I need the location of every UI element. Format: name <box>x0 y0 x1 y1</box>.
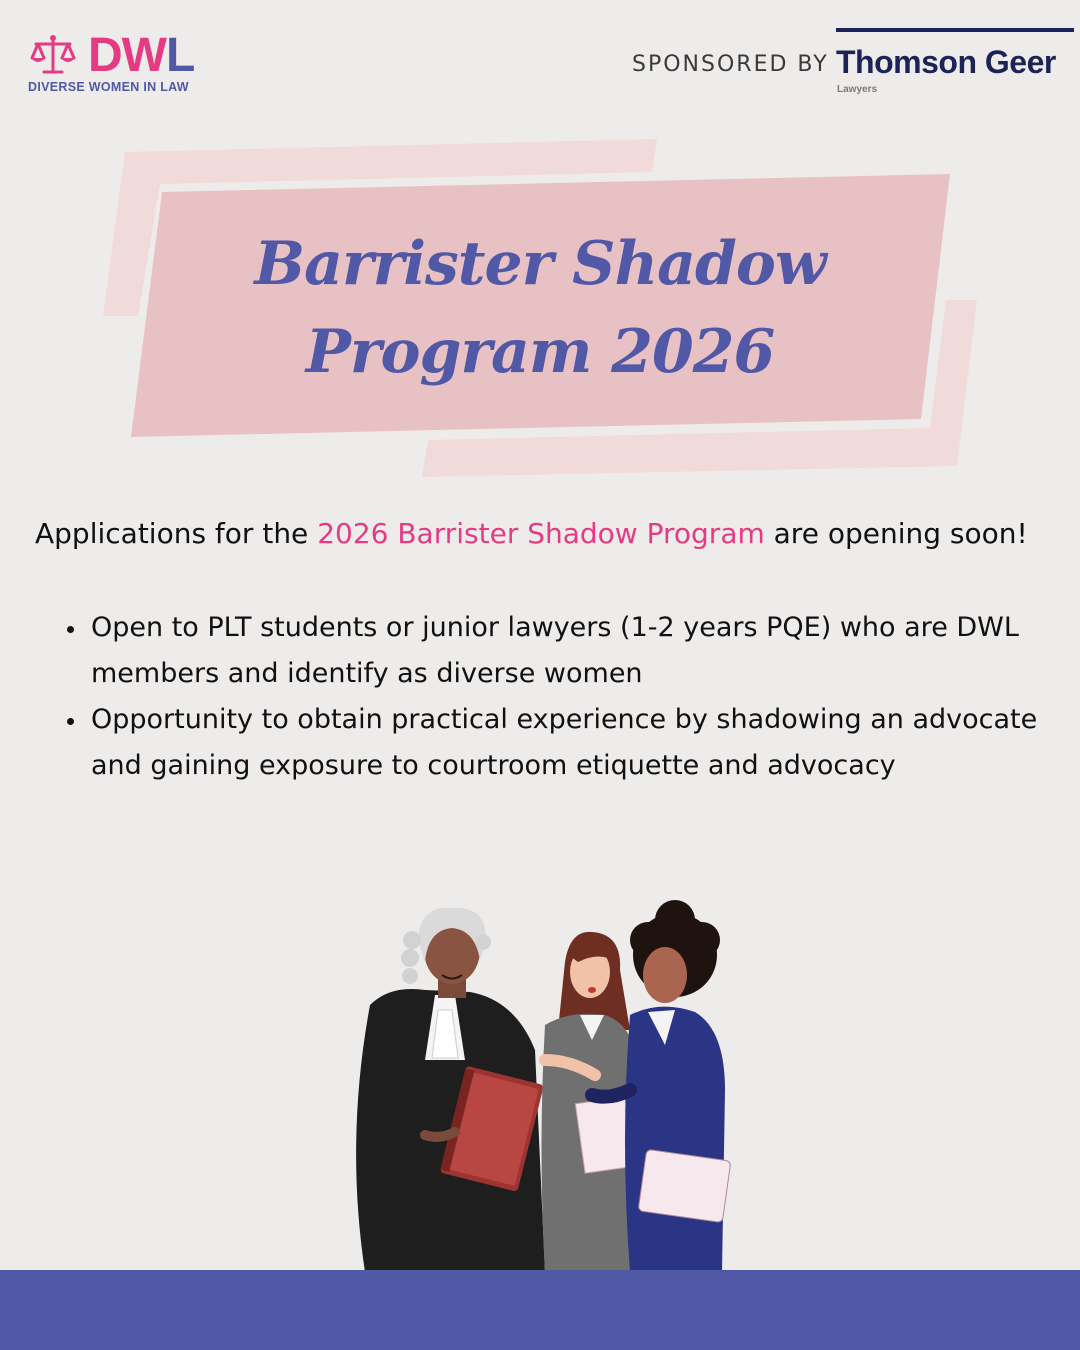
bullet-item-eligibility: Open to PLT students or junior lawyers (1-2 years PQE) who are DWL members and identify as diverse women <box>91 605 1051 697</box>
sponsor-subtitle: Lawyers <box>837 84 878 95</box>
page-title <box>140 220 940 396</box>
title-line-1: Barrister Shadow <box>254 229 826 299</box>
bullet-item-opportunity: Opportunity to obtain practical experience by shadowing an advocate and gaining exposure to courtroom etiquette and advocacy <box>91 697 1051 789</box>
intro-text <box>35 512 1055 556</box>
dwl-tagline: DIVERSE WOMEN IN LAW <box>28 80 189 94</box>
sponsored-by-label: SPONSORED BY <box>632 52 829 77</box>
intro-before: Applications for the <box>35 517 318 550</box>
intro-after: are opening soon! <box>764 517 1028 550</box>
barrister-figure <box>356 908 545 1272</box>
bullet-list <box>91 605 1051 789</box>
lawyers-illustration <box>330 900 750 1272</box>
dwl-wordmark-l: L <box>165 29 195 82</box>
sponsor-name: Thomson Geer <box>836 44 1056 80</box>
footer-bar <box>0 1270 1080 1350</box>
dwl-wordmark-dw: DW <box>88 29 166 82</box>
intro-highlight: 2026 Barrister Shadow Program <box>317 517 765 550</box>
title-line-2: Program 2026 <box>305 317 775 387</box>
associate-figure <box>542 932 641 1272</box>
